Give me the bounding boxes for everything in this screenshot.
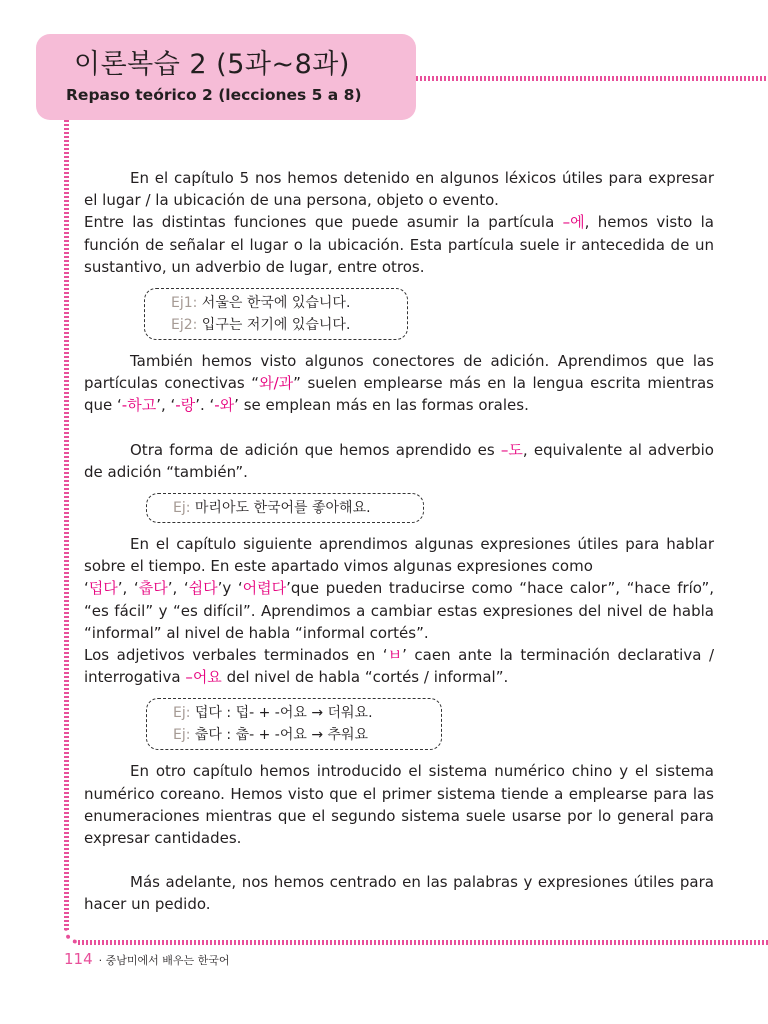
example-box-irregular [146, 698, 442, 750]
paragraph-weather: En el capítulo siguiente aprendimos algunas expresiones útiles para hablar sobre el tiempo. En este apartado vimos algunas expresiones como ‘덥다’, ‘춥다’, ‘쉽다’y ‘어렵다’que pueden traducirse como “hace calor”, “hace frío”, “es fácil” y “es difícil”. Aprendimos a cambiar estas expresiones del nivel de habla “informal” al nivel de habla “informal cortés”. [84, 535, 714, 642]
page-title-korean: 이론복습 2 (5과~8과) [74, 49, 350, 80]
left-dotted-border [64, 120, 69, 932]
example-line: Ej: 마리아도 한국어를 좋아해요. [173, 500, 371, 517]
paragraph-irregular-b: Los adjetivos verbales terminados en ‘ㅂ’ caen ante la terminación declarativa / interrogativa –어요 del nivel de habla “cortés / informal”. [84, 646, 714, 687]
page-subtitle-spanish: Repaso teórico 2 (lecciones 5 a 8) [66, 86, 362, 104]
bottom-dotted-border [78, 940, 768, 945]
paragraph-ordering: Más adelante, nos hemos centrado en las palabras y expresiones útiles para hacer un pedido. [84, 873, 714, 914]
paragraph-connectors: También hemos visto algunos conectores de adición. Aprendimos que las partículas conectivas “와/과” suelen emplearse más en la lengua escrita mientras que ‘-하고’, ‘-랑’. ‘-와’ se emplean más en las formas orales. [84, 352, 714, 415]
example-line: Ej: 덥다 : 덥- + -어요 → 더워요. [173, 705, 373, 722]
paragraph-addition-do: Otra forma de adición que hemos aprendido es –도, equivalente al adverbio de adición “también”. [84, 440, 714, 481]
book-title: · 중남미에서 배우는 한국어 [98, 954, 230, 967]
title-box [36, 34, 416, 120]
paragraph-numbers: En otro capítulo hemos introducido el sistema numérico chino y el sistema numérico coreano. Hemos visto que el primer sistema tiende a emplearse para las enumeraciones mientras que el segundo sistema suele usarse por lo general para expresar cantidades. [84, 762, 714, 848]
page-number: 114 [64, 950, 93, 968]
paragraph-particle-e: Entre las distintas funciones que puede asumir la partícula –에, hemos visto la función de señalar el lugar o la ubicación. Esta partícula suele ir antecedida de un sustantivo, un adverbio de lugar, entre otros. [84, 213, 714, 276]
main-content [84, 167, 714, 916]
page-footer [64, 950, 230, 968]
example-box-do [146, 493, 424, 523]
example-line: Ej1: 서울은 한국에 있습니다. [171, 295, 351, 312]
paragraph-location: En el capítulo 5 nos hemos detenido en algunos léxicos útiles para expresar el lugar / la ubicación de una persona, objeto o evento. [84, 169, 714, 210]
example-line: Ej: 춥다 : 춥- + -어요 → 추워요 [173, 727, 369, 744]
top-dotted-border [416, 76, 768, 81]
example-line: Ej2: 입구는 저기에 있습니다. [171, 317, 351, 334]
particle-e: –에 [562, 213, 585, 232]
example-box-location [144, 288, 408, 340]
